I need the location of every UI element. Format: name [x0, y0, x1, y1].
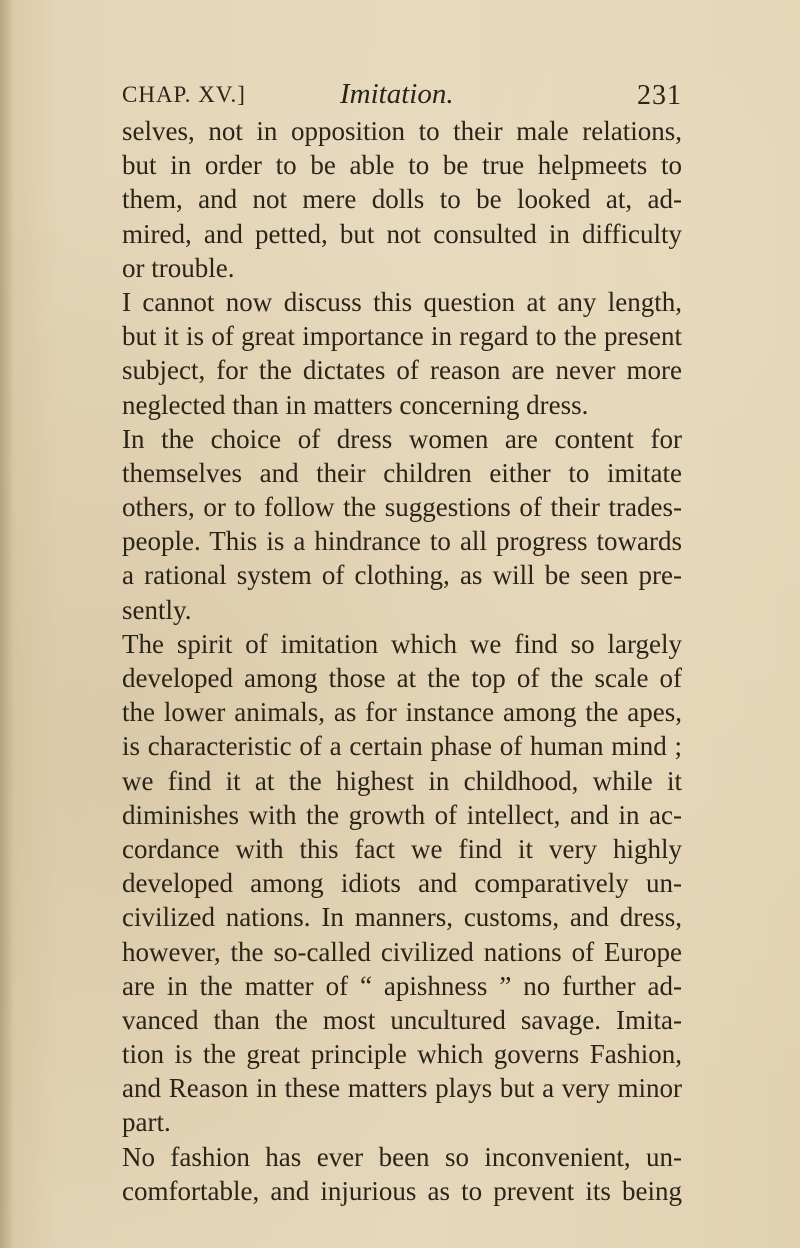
text-line: and Reason in these matters plays but a very minor: [122, 1073, 682, 1104]
text-line: cordance with this fact we find it very highly: [122, 833, 682, 864]
body-text: [122, 114, 682, 1208]
text-line: them, and not mere dolls to be looked at, ad-: [122, 184, 682, 215]
text-line: In the choice of dress women are content for: [122, 423, 682, 454]
text-line: tion is the great principle which governs Fashion,: [122, 1039, 682, 1070]
text-line: themselves and their children either to imitate: [122, 457, 682, 488]
text-line: comfortable, and injurious as to prevent its being: [122, 1175, 682, 1206]
text-line: sently.: [122, 594, 192, 625]
text-line: a rational system of clothing, as will be seen pre-: [122, 560, 682, 591]
page-gutter-shadow: [0, 0, 14, 1248]
text-line: I cannot now discuss this question at any length,: [122, 286, 682, 317]
text-line: part.: [122, 1107, 171, 1138]
text-line: people. This is a hindrance to all progress towards: [122, 526, 682, 557]
text-line: No fashion has ever been so inconvenient, un-: [122, 1141, 682, 1172]
text-line: selves, not in opposition to their male relations,: [122, 116, 682, 146]
text-line: but in order to be able to be true helpmeets to: [122, 150, 682, 181]
running-title: Imitation.: [340, 78, 454, 110]
text-line: diminishes with the growth of intellect, and in ac-: [122, 799, 682, 830]
text-line: we find it at the highest in childhood, while it: [122, 765, 682, 796]
text-line: The spirit of imitation which we find so largely: [122, 628, 682, 659]
text-line: subject, for the dictates of reason are never more: [122, 355, 682, 386]
text-line: however, the so-called civilized nations of Europe: [122, 936, 682, 967]
running-header: [122, 78, 682, 118]
page-number: 231: [637, 80, 682, 111]
text-line: mired, and petted, but not consulted in difficulty: [122, 218, 682, 249]
text-line: vanced than the most uncultured savage. Imita-: [122, 1004, 682, 1035]
text-line: the lower animals, as for instance among the apes,: [122, 697, 682, 728]
text-line: civilized nations. In manners, customs, and dress,: [122, 902, 682, 933]
text-line: developed among idiots and comparatively un-: [122, 868, 682, 899]
text-line: or trouble.: [122, 252, 235, 283]
text-line: but it is of great importance in regard to the present: [122, 321, 682, 352]
text-line: neglected than in matters concerning dress.: [122, 389, 589, 420]
chapter-label: CHAP. XV.]: [122, 82, 246, 107]
text-line: others, or to follow the suggestions of their trades-: [122, 492, 682, 523]
text-line: are in the matter of “ apishness ” no further ad-: [122, 970, 682, 1001]
text-line: developed among those at the top of the scale of: [122, 663, 682, 693]
text-line: is characteristic of a certain phase of human mind ;: [122, 731, 682, 762]
